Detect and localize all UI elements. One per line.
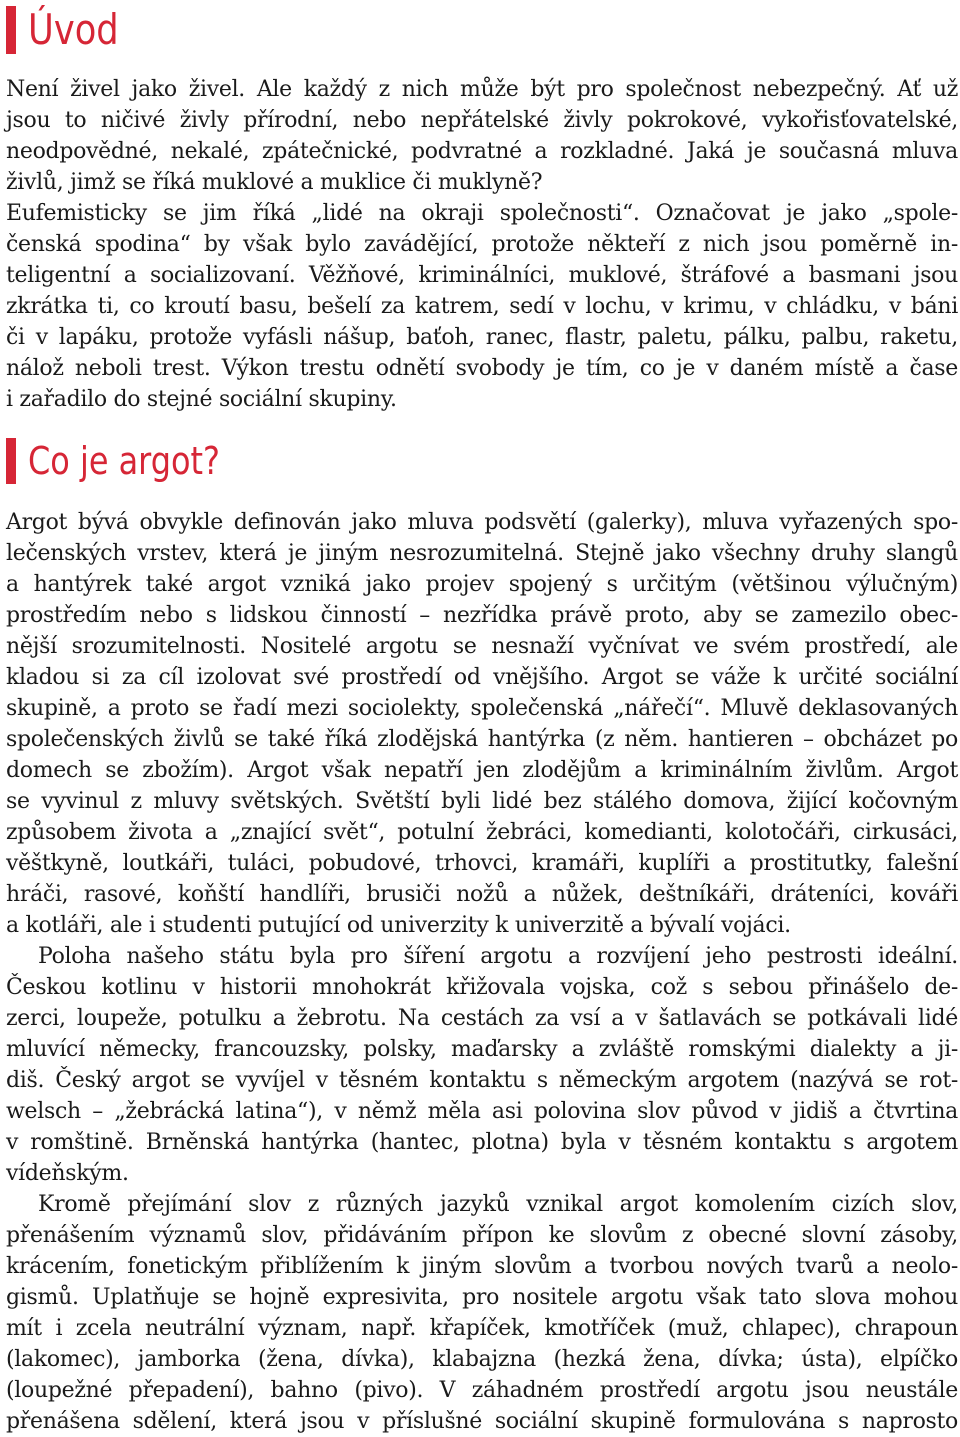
heading-accent-bar: [6, 6, 16, 54]
text-line: hráči, rasové, koňští handlíři, brusiči nožů a nůžek, deštníkáři, dráteníci, kováři: [6, 882, 958, 907]
text-line: mít i zcela neutrální význam, např. křapíček, kmotříček (muž, chlapec), chrapoun: [6, 1316, 958, 1341]
text-line: prostředím nebo s lidskou činností – nezřídka právě proto, aby se zamezilo obec-: [6, 603, 958, 628]
text-line: (lakomec), jamborka (žena, dívka), klabajzna (hezká žena, dívka; ústa), elpíčko: [6, 1347, 958, 1372]
text-line: věštkyně, loutkáři, tuláci, pobudové, trhovci, kramáři, kuplíři a prostitutky, falešní: [6, 851, 958, 876]
text-line: přenášena sdělení, která jsou v příslušné sociální skupině formulována s naprosto: [6, 1409, 958, 1434]
text-line: způsobem života a „znající svět“, potulní žebráci, komedianti, kolotočáři, cirkusáci,: [6, 820, 958, 845]
text-line: krácením, fonetickým přiblížením k jiným slovům a tvorbou nových tvarů a neolo-: [6, 1254, 958, 1279]
text-line: vídeňským.: [6, 1161, 129, 1186]
text-line: Kromě přejímání slov z různých jazyků vznikal argot komolením cizích slov,: [38, 1192, 958, 1217]
text-line: (loupežné přepadení), bahno (pivo). V záhadném prostředí argotu jsou neustále: [6, 1378, 958, 1403]
section-heading-co-je-argot: [6, 438, 257, 484]
text-line: Eufemisticky se jim říká „lidé na okraji společnosti“. Označovat je jako „spole-: [6, 201, 958, 226]
text-line: Argot bývá obvykle definován jako mluva podsvětí (galerky), mluva vyřazených spo-: [6, 510, 958, 535]
text-line: zerci, loupeže, potulku a žebrotu. Na cestách za vsí a v šatlavách se potkávali lidé: [6, 1006, 958, 1031]
text-line: přenášením významů slov, přidáváním přípon ke slovům z obecné slovní zásoby,: [6, 1223, 958, 1248]
text-line: welsch – „žebrácká latina“), v němž měla asi polovina slov původ v jidiš a čtvrtina: [6, 1099, 958, 1124]
text-line: neodpovědné, nekalé, zpátečnické, podvratné a rozkladné. Jaká je současná mluva: [6, 139, 958, 164]
heading-title: Úvod: [28, 5, 119, 54]
text-line: a kotláři, ale i studenti putující od univerzity k univerzitě a bývalí vojáci.: [6, 913, 791, 938]
text-line: jsou to ničivé živly přírodní, nebo nepřátelské živly pokrokové, vykořisťovatelské,: [6, 108, 958, 133]
text-line: teligentní a socializovaní. Věžňové, kriminálníci, muklové, štráfové a basmani jsou: [6, 263, 958, 288]
text-line: lečenských vrstev, která je jiným nesrozumitelná. Stejně jako všechny druhy slangů: [6, 541, 958, 566]
text-line: domech se zbožím). Argot však nepatří jen zlodějům a kriminálním živlům. Argot: [6, 758, 958, 783]
text-line: společenských živlů se také říká zlodějská hantýrka (z něm. hantieren – obcházet po: [6, 727, 958, 752]
text-line: živlů, jimž se říká muklové a muklice či muklyně?: [6, 170, 543, 195]
text-line: gismů. Uplatňuje se hojně expresivita, pro nositele argotu však tato slova mohou: [6, 1285, 958, 1310]
paragraph-intro: [6, 74, 958, 415]
text-line: v romštině. Brněnská hantýrka (hantec, plotna) byla v těsném kontaktu s argotem: [6, 1130, 958, 1155]
paragraph-argot: [6, 507, 958, 1437]
text-line: nější srozumitelnosti. Nositelé argotu se nesnaží vyčnívat ve svém prostředí, ale: [6, 634, 958, 659]
text-line: Českou kotlinu v historii mnohokrát křižovala vojska, což s sebou přinášelo de-: [6, 975, 958, 1000]
text-line: zkrátka ti, co kroutí basu, bešelí za katrem, sedí v lochu, v krimu, v chládku, v báni: [6, 294, 958, 319]
heading-accent-bar: [6, 438, 16, 484]
text-line: se vyvinul z mluvy světských. Světští byli lidé bez stálého domova, žijící kočovným: [6, 789, 958, 814]
heading-title: Co je argot?: [28, 439, 220, 483]
text-line: nálož neboli trest. Výkon trestu odnětí svobody je tím, co je v daném místě a čase: [6, 356, 958, 381]
text-line: a hantýrek také argot vzniká jako projev spojený s určitým (většinou výlučným): [6, 572, 958, 597]
text-line: Poloha našeho státu byla pro šíření argotu a rozvíjení jeho pestrosti ideální.: [38, 944, 958, 969]
text-line: čenská spodina“ by však bylo zavádějící, protože někteří z nich jsou poměrně in-: [6, 232, 958, 257]
text-line: či v lapáku, protože vyfásli nášup, baťoh, ranec, flastr, paletu, pálku, palbu, raketu,: [6, 325, 958, 350]
text-line: skupině, a proto se řadí mezi sociolekty, společenská „nářečí“. Mluvě deklasovaných: [6, 696, 958, 721]
text-line: mluvící německy, francouzsky, polsky, maďarsky a zvláště romskými dialekty a ji-: [6, 1037, 958, 1062]
text-line: Není živel jako živel. Ale každý z nich může být pro společnost nebezpečný. Ať už: [6, 77, 958, 102]
text-line: kladou si za cíl izolovat své prostředí od vnějšího. Argot se váže k určité sociální: [6, 665, 958, 690]
section-heading-uvod: [6, 6, 136, 54]
text-line: diš. Český argot se vyvíjel v těsném kontaktu s německým argotem (nazývá se rot-: [6, 1068, 958, 1093]
text-line: i zařadilo do stejné sociální skupiny.: [6, 387, 397, 412]
